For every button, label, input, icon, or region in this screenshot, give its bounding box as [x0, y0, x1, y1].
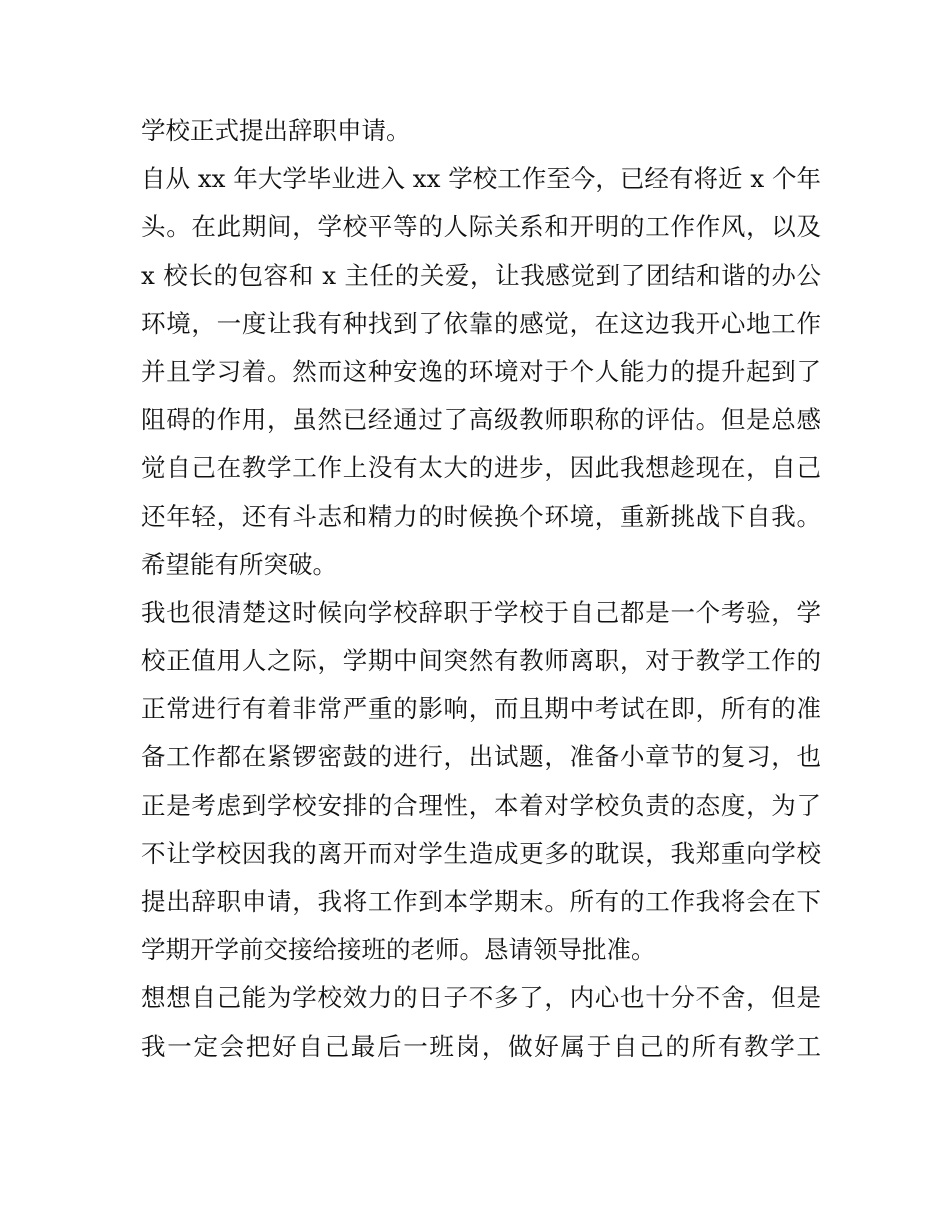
text-line: 环境，一度让我有种找到了依靠的感觉，在这边我开心地工作	[141, 308, 821, 338]
text-line: 正常进行有着非常严重的影响，而且期中考试在即，所有的准	[141, 694, 821, 724]
text-line: 我一定会把好自己最后一班岗，做好属于自己的所有教学工	[141, 1031, 821, 1061]
text-line: 校正值用人之际，学期中间突然有教师离职，对于教学工作的	[141, 646, 821, 676]
text-line: 不让学校因我的离开而对学生造成更多的耽误，我郑重向学校	[141, 838, 821, 868]
text-line: 头。在此期间，学校平等的人际关系和开明的工作作风，以及	[141, 212, 821, 242]
text-line: 阻碍的作用，虽然已经通过了高级教师职称的评估。但是总感	[141, 405, 821, 435]
text-line: 学校正式提出辞职申请。	[141, 116, 411, 145]
text-line: 希望能有所突破。	[141, 549, 337, 579]
text-line: 正是考虑到学校安排的合理性，本着对学校负责的态度，为了	[141, 790, 821, 820]
text-line: 自从 xx 年大学毕业进入 xx 学校工作至今，已经有将近 x 个年	[141, 164, 821, 194]
text-line: x 校长的包容和 x 主任的关爱，让我感觉到了团结和谐的办公	[141, 260, 821, 290]
text-line: 提出辞职申请，我将工作到本学期末。所有的工作我将会在下	[141, 887, 821, 916]
text-line: 还年轻，还有斗志和精力的时候换个环境，重新挑战下自我。	[141, 501, 821, 531]
text-line: 我也很清楚这时候向学校辞职于学校于自己都是一个考验，学	[141, 597, 821, 627]
text-line: 觉自己在教学工作上没有太大的进步，因此我想趁现在，自己	[141, 453, 821, 483]
text-line: 想想自己能为学校效力的日子不多了，内心也十分不舍，但是	[141, 983, 821, 1013]
letter-body	[141, 107, 821, 1071]
text-line: 学期开学前交接给接班的老师。恳请领导批准。	[141, 935, 656, 965]
text-line: 并且学习着。然而这种安逸的环境对于个人能力的提升起到了	[141, 356, 821, 386]
text-line: 备工作都在紧锣密鼓的进行，出试题，准备小章节的复习，也	[141, 742, 821, 772]
